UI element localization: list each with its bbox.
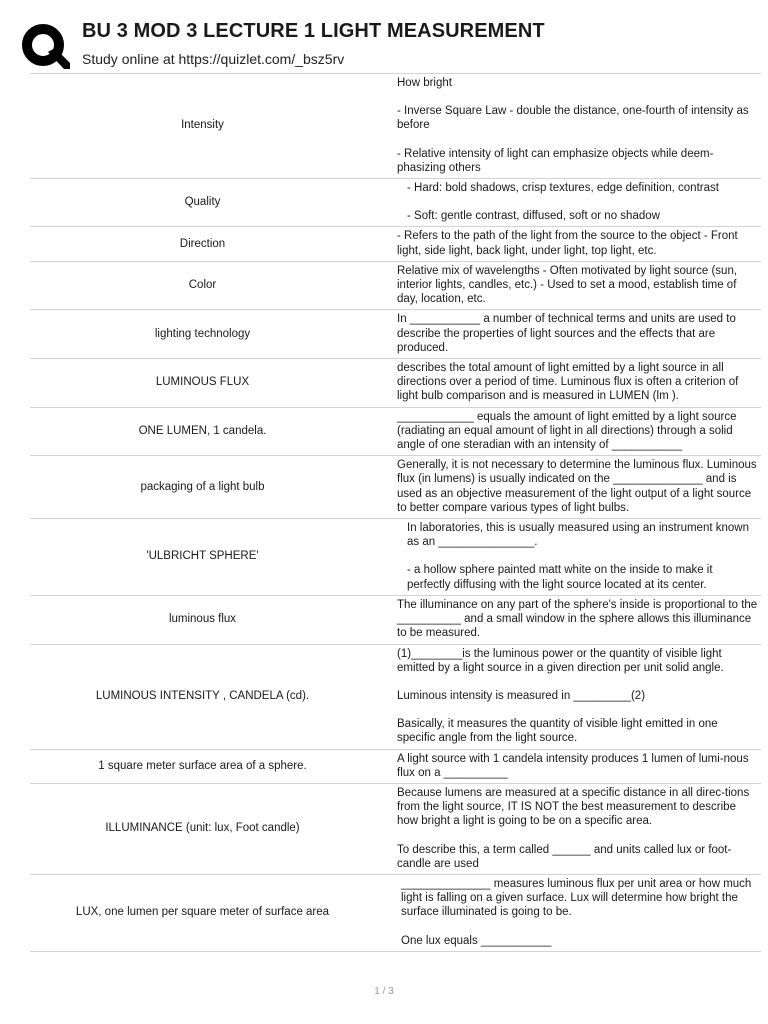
flashcard-term: LUMINOUS INTENSITY , CANDELA (cd). bbox=[30, 644, 385, 749]
definition-paragraph: - Hard: bold shadows, crisp textures, edge definition, contrast bbox=[407, 182, 719, 195]
definition-paragraph: Relative mix of wavelengths - Often motivated by light source (sun, interior lights, candles, etc.) - Used to set a mood, establish time of day, location, etc. bbox=[397, 264, 738, 306]
quizlet-logo-icon bbox=[20, 22, 70, 72]
definition-paragraph: Because lumens are measured at a specific distance in all direc-tions from the light source, IT IS NOT the best measurement to describe how bright a light is going to be on a specific area. bbox=[397, 786, 750, 828]
definition-paragraph: - Inverse Square Law - double the distance, one-fourth of intensity as before bbox=[397, 105, 749, 132]
flashcard-term: luminous flux bbox=[30, 595, 385, 644]
definition-paragraph: To describe this, a term called ______ and units called lux or foot-candle are used bbox=[397, 843, 732, 870]
flashcard-term: ILLUMINANCE (unit: lux, Foot candle) bbox=[30, 783, 385, 874]
flashcard-definition bbox=[385, 261, 761, 310]
flashcard-term: LUX, one lumen per square meter of surface area bbox=[30, 874, 385, 951]
flashcard-row bbox=[30, 359, 761, 408]
flashcard-definition bbox=[385, 874, 761, 951]
flashcard-term: 1 square meter surface area of a sphere. bbox=[30, 749, 385, 783]
definition-paragraph: Generally, it is not necessary to determine the luminous flux. Luminous flux (in lumens) is usually indicated on the ______________ and is used as an objective measurement of the light output of a light source to better compare various types of light bulbs. bbox=[397, 459, 757, 514]
flashcard-definition bbox=[385, 595, 761, 644]
flashcard-definition bbox=[385, 456, 761, 519]
flashcard-definition bbox=[385, 359, 761, 408]
flashcard-row bbox=[30, 874, 761, 951]
flashcard-term: Intensity bbox=[30, 74, 385, 179]
study-link[interactable]: Study online at https://quizlet.com/_bsz5rv bbox=[82, 51, 345, 67]
definition-paragraph: How bright bbox=[397, 77, 452, 89]
flashcard-row bbox=[30, 456, 761, 519]
definition-paragraph: (1)________is the luminous power or the quantity of visible light emitted by a light source in a given direction per unit solid angle. bbox=[397, 647, 724, 674]
definition-paragraph: In laboratories, this is usually measured using an instrument known as an _______________. bbox=[407, 522, 749, 549]
definition-paragraph: describes the total amount of light emitted by a light source in all directions over a period of time. Luminous flux is often a criterion of light bulb comparison and is measured in LUMEN (lm ). bbox=[397, 362, 739, 403]
definition-paragraph: ______________ measures luminous flux per unit area or how much light is falling on a given surface. Lux will determine how bright the surface illuminated is going to be. bbox=[401, 877, 752, 919]
flashcard-term: lighting technology bbox=[30, 310, 385, 359]
flashcard-row bbox=[30, 783, 761, 874]
definition-paragraph: - a hollow sphere painted matt white on the inside to make it perfectly diffusing with the light source located at its center. bbox=[407, 564, 713, 591]
definition-paragraph: In ___________ a number of technical terms and units are used to describe the properties of light sources and the effects that are produced. bbox=[397, 313, 736, 354]
definition-paragraph: - Refers to the path of the light from the source to the object - Front light, side light, back light, under light, top light, etc. bbox=[397, 230, 738, 257]
flashcard-table bbox=[30, 73, 761, 952]
flashcard-term: Direction bbox=[30, 227, 385, 261]
flashcard-row bbox=[30, 749, 761, 783]
flashcard-term: LUMINOUS FLUX bbox=[30, 359, 385, 408]
definition-paragraph: The illuminance on any part of the sphere's inside is proportional to the __________ and a small window in the sphere allows this illuminance to be measured. bbox=[397, 598, 758, 640]
flashcard-row bbox=[30, 644, 761, 749]
definition-paragraph: - Relative intensity of light can emphasize objects while deem-phasizing others bbox=[397, 147, 714, 174]
flashcard-row bbox=[30, 310, 761, 359]
page-header bbox=[0, 0, 768, 74]
flashcard-definition bbox=[385, 783, 761, 874]
definition-paragraph: Luminous intensity is measured in _________(2) bbox=[397, 689, 646, 702]
flashcard-definition bbox=[385, 407, 761, 456]
definition-paragraph: Basically, it measures the quantity of visible light emitted in one specific angle from the light source. bbox=[397, 718, 718, 745]
flashcard-row bbox=[30, 74, 761, 179]
definition-paragraph: A light source with 1 candela intensity produces 1 lumen of lumi-nous flux on a __________ bbox=[397, 752, 749, 779]
flashcard-definition bbox=[385, 749, 761, 783]
page-title: BU 3 MOD 3 LECTURE 1 LIGHT MEASUREMENT bbox=[82, 20, 545, 42]
flashcard-term: Color bbox=[30, 261, 385, 310]
definition-paragraph: ____________ equals the amount of light emitted by a light source (radiating an equal amount of light in all directions) through a solid angle of one steradian with an intensity of ___________ bbox=[397, 410, 737, 452]
flashcard-definition bbox=[385, 644, 761, 749]
flashcard-term: packaging of a light bulb bbox=[30, 456, 385, 519]
flashcard-row bbox=[30, 227, 761, 261]
definition-paragraph: - Soft: gentle contrast, diffused, soft or no shadow bbox=[407, 210, 660, 223]
flashcard-term: Quality bbox=[30, 179, 385, 227]
definition-paragraph: One lux equals ___________ bbox=[401, 934, 552, 947]
flashcard-definition bbox=[385, 179, 761, 227]
flashcard-definition bbox=[385, 74, 761, 179]
flashcard-definition bbox=[385, 310, 761, 359]
flashcard-term: ONE LUMEN, 1 candela. bbox=[30, 407, 385, 456]
flashcard-term: 'ULBRICHT SPHERE' bbox=[30, 519, 385, 596]
flashcard-definition bbox=[385, 227, 761, 261]
page-number: 1 / 3 bbox=[374, 986, 394, 997]
flashcard-row bbox=[30, 595, 761, 644]
flashcard-row bbox=[30, 179, 761, 227]
flashcard-row bbox=[30, 261, 761, 310]
flashcard-row bbox=[30, 519, 761, 596]
flashcard-definition bbox=[385, 519, 761, 596]
flashcard-row bbox=[30, 407, 761, 456]
